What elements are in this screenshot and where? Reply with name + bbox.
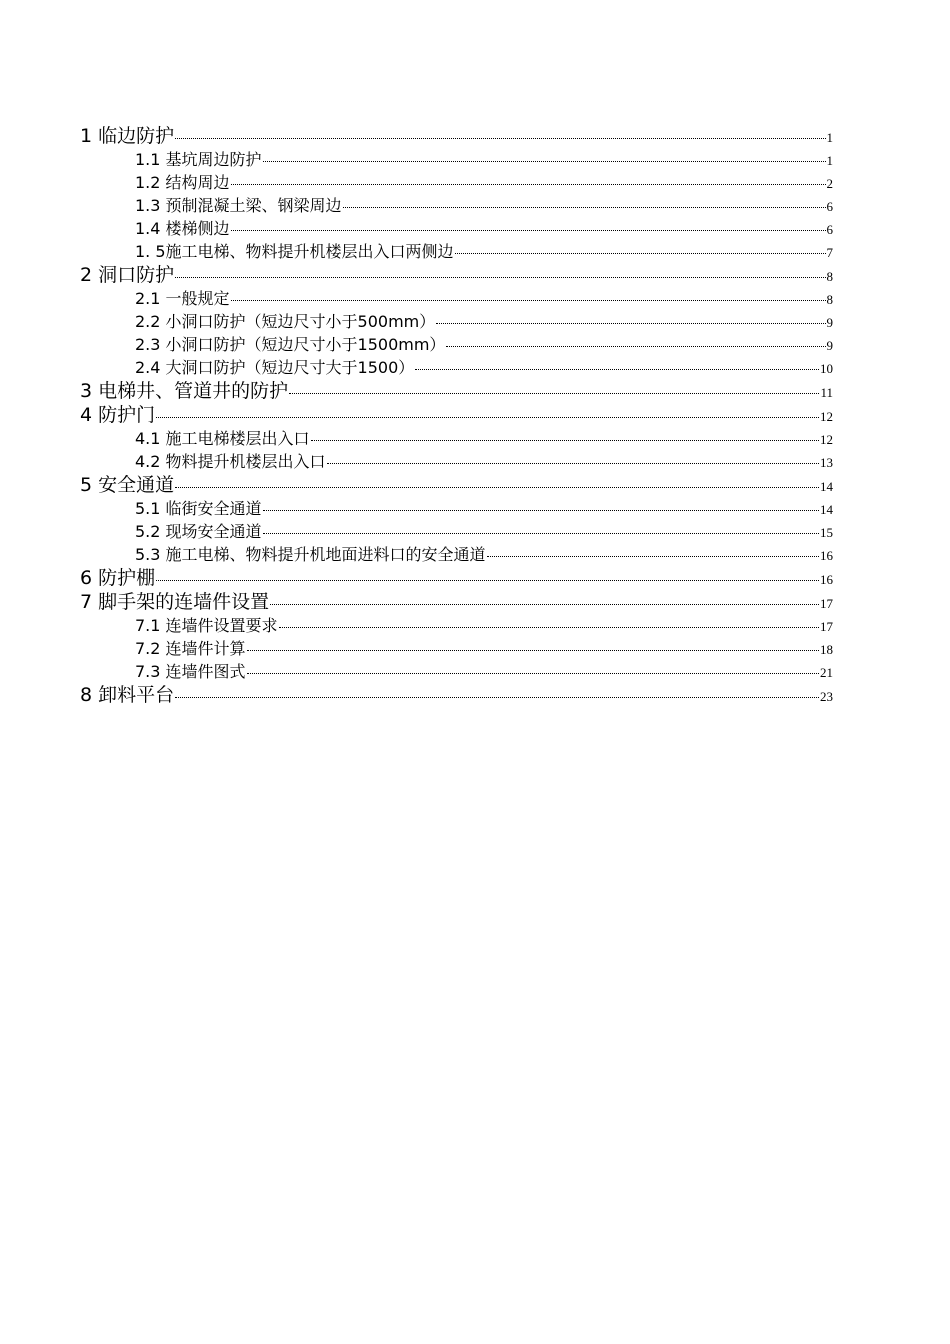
toc-entry-title: 5.3 施工电梯、物料提升机地面进料口的安全通道 (135, 545, 486, 564)
toc-entry-title: 2 洞口防护 (80, 264, 175, 286)
toc-entry[interactable] (80, 194, 833, 217)
toc-page-number: 9 (826, 338, 833, 353)
toc-entry[interactable] (80, 450, 833, 473)
toc-page-number: 17 (820, 596, 833, 611)
toc-dot-leader (279, 627, 819, 628)
toc-entry[interactable] (80, 171, 833, 194)
toc-entry[interactable] (80, 520, 833, 543)
toc-dot-leader (446, 346, 825, 347)
toc-entry[interactable] (80, 333, 833, 356)
toc-entry-title: 1. 5施工电梯、物料提升机楼层出入口两侧边 (135, 242, 454, 261)
toc-entry[interactable] (80, 543, 833, 566)
toc-page-number: 16 (820, 548, 833, 563)
toc-page-number: 15 (820, 525, 833, 540)
toc-entry-title: 2.2 小洞口防护（短边尺寸小于500mm） (135, 312, 436, 331)
toc-dot-leader (247, 650, 819, 651)
toc-page-number: 9 (826, 315, 833, 330)
toc-entry-title: 1.3 预制混凝土梁、钢梁周边 (135, 196, 342, 215)
toc-page-number: 14 (820, 502, 833, 517)
toc-dot-leader (270, 604, 819, 605)
toc-page-number: 7 (826, 245, 833, 260)
toc-dot-leader (263, 533, 819, 534)
toc-dot-leader (231, 184, 826, 185)
toc-entry[interactable] (80, 590, 833, 614)
toc-dot-leader (231, 300, 826, 301)
toc-page-number: 6 (826, 222, 833, 237)
toc-entry[interactable] (80, 566, 833, 590)
toc-dot-leader (436, 323, 825, 324)
toc-dot-leader (343, 207, 826, 208)
toc-entry-title: 1.2 结构周边 (135, 173, 230, 192)
toc-page-number: 21 (820, 665, 833, 680)
toc-entry-title: 6 防护棚 (80, 567, 156, 589)
toc-dot-leader (263, 510, 819, 511)
toc-page-number: 1 (826, 153, 833, 168)
toc-dot-leader (311, 440, 819, 441)
toc-entry[interactable] (80, 473, 833, 497)
toc-dot-leader (247, 673, 819, 674)
toc-entry[interactable] (80, 356, 833, 379)
toc-dot-leader (156, 417, 819, 418)
toc-dot-leader (263, 161, 826, 162)
toc-entry-title: 7.1 连墙件设置要求 (135, 616, 278, 635)
toc-entry[interactable] (80, 427, 833, 450)
toc-entry[interactable] (80, 310, 833, 333)
toc-page-number: 10 (820, 361, 833, 376)
toc-entry-title: 2.4 大洞口防护（短边尺寸大于1500） (135, 358, 415, 377)
toc-page-number: 8 (826, 292, 833, 307)
toc-entry[interactable] (80, 637, 833, 660)
toc-page-number: 12 (820, 409, 833, 424)
toc-entry-title: 7 脚手架的连墙件设置 (80, 591, 270, 613)
toc-dot-leader (327, 463, 819, 464)
toc-entry-title: 2.3 小洞口防护（短边尺寸小于1500mm） (135, 335, 446, 354)
toc-entry-title: 2.1 一般规定 (135, 289, 230, 308)
toc-page-number: 14 (820, 479, 833, 494)
toc-entry[interactable] (80, 240, 833, 263)
toc-entry[interactable] (80, 263, 833, 287)
toc-page-number: 23 (820, 689, 833, 704)
toc-page-number: 17 (820, 619, 833, 634)
toc-entry-title: 4 防护门 (80, 404, 156, 426)
toc-entry-title: 4.1 施工电梯楼层出入口 (135, 429, 310, 448)
toc-dot-leader (175, 277, 825, 278)
toc-entry[interactable] (80, 287, 833, 310)
toc-entry[interactable] (80, 217, 833, 240)
toc-entry[interactable] (80, 403, 833, 427)
toc-entry-title: 1.4 楼梯侧边 (135, 219, 230, 238)
toc-entry[interactable] (80, 614, 833, 637)
toc-dot-leader (175, 697, 819, 698)
toc-entry-title: 3 电梯井、管道井的防护 (80, 380, 289, 402)
toc-entry-title: 1.1 基坑周边防护 (135, 150, 262, 169)
toc-entry-title: 8 卸料平台 (80, 684, 175, 706)
toc-page-number: 8 (826, 269, 833, 284)
toc-page-number: 11 (820, 385, 833, 400)
toc-entry-title: 5.2 现场安全通道 (135, 522, 262, 541)
toc-entry-title: 7.2 连墙件计算 (135, 639, 246, 658)
toc-entry-title: 5.1 临街安全通道 (135, 499, 262, 518)
toc-entry-title: 7.3 连墙件图式 (135, 662, 246, 681)
toc-entry[interactable] (80, 660, 833, 683)
toc-entry[interactable] (80, 683, 833, 707)
toc-dot-leader (175, 138, 825, 139)
toc-page-number: 13 (820, 455, 833, 470)
toc-page-number: 2 (826, 176, 833, 191)
toc-entry[interactable] (80, 148, 833, 171)
toc-entry[interactable] (80, 124, 833, 148)
toc-dot-leader (487, 556, 819, 557)
toc-dot-leader (289, 393, 819, 394)
toc-entry-title: 4.2 物料提升机楼层出入口 (135, 452, 326, 471)
toc-dot-leader (175, 487, 819, 488)
toc-page-number: 12 (820, 432, 833, 447)
toc-entry[interactable] (80, 379, 833, 403)
table-of-contents (80, 124, 833, 707)
toc-entry[interactable] (80, 497, 833, 520)
toc-dot-leader (415, 369, 819, 370)
toc-entry-title: 5 安全通道 (80, 474, 175, 496)
toc-page-number: 16 (820, 572, 833, 587)
toc-dot-leader (231, 230, 826, 231)
toc-dot-leader (156, 580, 819, 581)
toc-entry-title: 1 临边防护 (80, 125, 175, 147)
toc-page-number: 1 (826, 130, 833, 145)
toc-page-number: 18 (820, 642, 833, 657)
toc-dot-leader (455, 253, 826, 254)
toc-page-number: 6 (826, 199, 833, 214)
